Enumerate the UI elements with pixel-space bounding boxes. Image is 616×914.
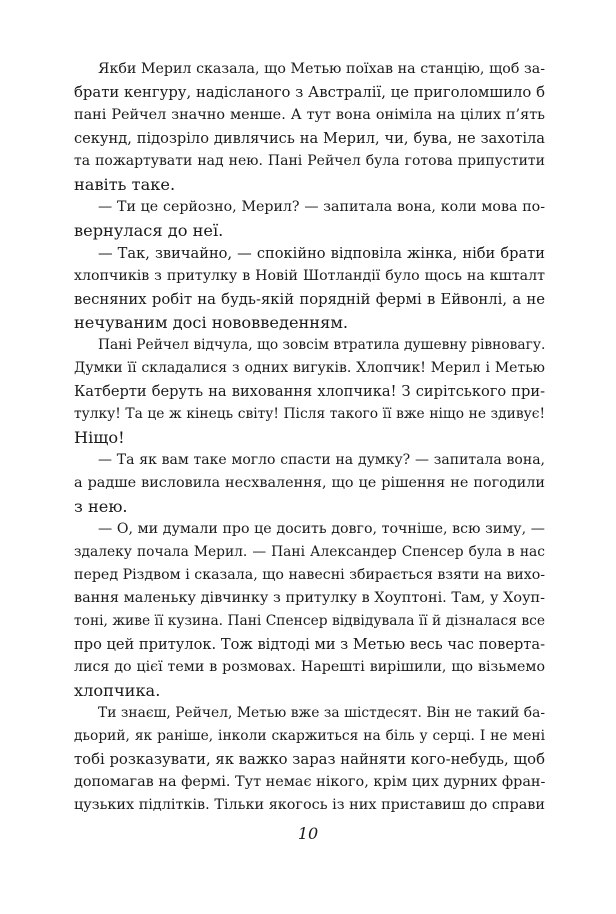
page-number: 10 [297,824,319,843]
text-line: хлопчиків з притулку в Новій Шотландії було щось на кшталт [74,268,545,284]
text-line: лися до цієї теми в розмовах. Нарешті вирішили, що візьмемо [74,659,545,675]
text-line: вернулася до неї. [74,221,224,240]
text-line: тулку! Та це ж кінець світу! Після такого її вже ніщо не здивує! [74,406,545,422]
text-line: хлопчика. [74,681,161,700]
text-line: Ніщо! [74,428,125,447]
text-line: тобі розказувати, як важко зараз найняти кого-небудь, щоб [74,751,545,768]
text-line: Думки її складалися з одних вигуків. Хлопчик! Мерил і Метью [74,360,545,376]
text-line: дьорий, як раніше, інколи скаржиться на біль у серці. І не мені [74,728,545,744]
text-line: здалеку почала Мерил. — Пані Александер Спенсер була в нас [74,544,545,560]
text-line: вання маленьку дівчинку з притулку в Хоуптоні. Там, у Хоуп- [74,590,545,606]
text-line: брати кенгуру, надісланого з Австралії, це приголомшило б [74,84,545,101]
text-line: Пані Рейчел відчула, що зовсім втратила душевну рівновагу. [98,337,546,353]
text-line: секунд, підозріло дивлячись на Мерил, чи, бува, не захотіла [74,130,545,147]
text-line: а радше висловила несхвалення, що це рішення не погодили [74,475,545,491]
text-line: — Так, звичайно, — спокійно відповіла жінка, ніби брати [98,245,545,262]
text-line: Ти знаєш, Рейчел, Метью вже за шістдесят. Він не такий ба- [98,705,545,721]
text-line: пані Рейчел значно менше. А тут вона оніміла на цілих п’ять [74,107,545,123]
text-line: — Ти це серйозно, Мерил? — запитала вона, коли мова по- [98,199,545,215]
text-line: нечуваним досі нововведенням. [74,313,349,332]
text-line: цузьких підлітків. Тільки якогось із них приставиш до справи [74,797,545,813]
text-line: Якби Мерил сказала, що Метью поїхав на станцію, щоб за- [98,61,545,77]
body-text [74,58,545,817]
text-line: про цей притулок. Тож відтоді ми з Метью весь час поверта- [74,636,545,653]
text-line: весняних робіт на будь-якій порядній фермі в Ейвонлі, а не [74,291,545,308]
text-line: та пожартувати над нею. Пані Рейчел була готова припустити [74,153,545,169]
text-line: перед Різдвом і сказала, що навесні збирається взяти на вихо- [74,567,546,583]
text-line: тоні, живе її кузина. Пані Спенсер відвідувала її й дізналася все [74,613,545,629]
text-line: — О, ми думали про це досить довго, точніше, всю зиму, — [98,521,545,537]
text-line: Катберти беруть на виховання хлопчика! З сирітського при- [74,383,545,400]
text-line: навіть таке. [74,175,176,194]
text-line: з нею. [74,497,128,516]
text-line: допомагав на фермі. Тут немає нікого, крім цих дурних фран- [74,774,546,790]
text-line: — Та як вам таке могло спасти на думку? — запитала вона, [98,452,545,468]
